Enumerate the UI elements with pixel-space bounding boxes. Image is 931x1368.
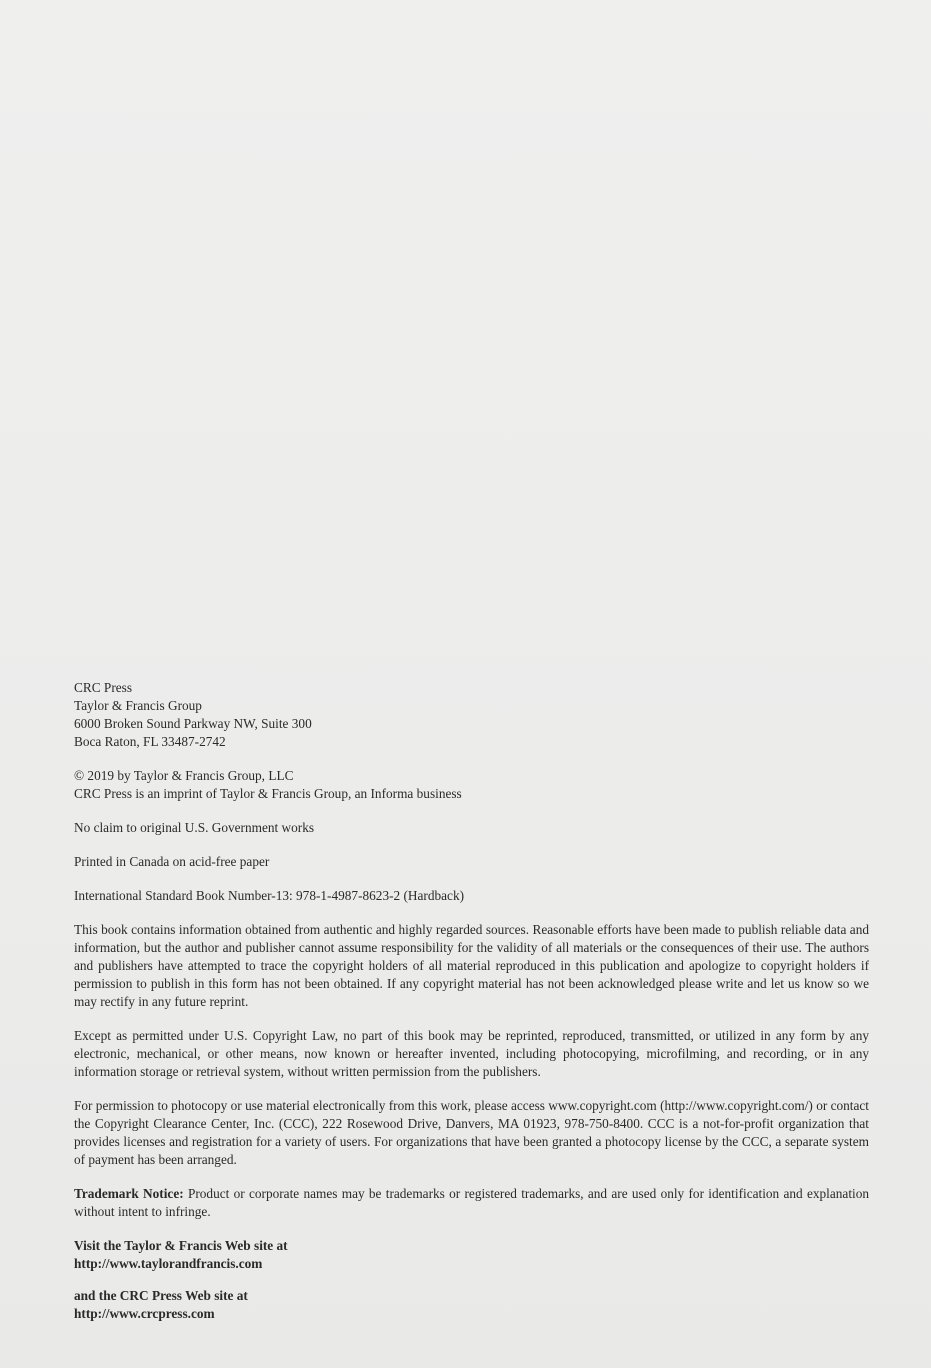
copyright-notice [74, 767, 869, 803]
trademark-text: Product or corporate names may be trademarks or registered trademarks, and are used only for identification and explanation without intent to infringe. [74, 1186, 870, 1219]
publisher-name: CRC Press [74, 680, 133, 695]
copyright-content [74, 679, 869, 1323]
printing-note: Printed in Canada on acid-free paper [74, 854, 270, 869]
sources-paragraph: This book contains information obtained from authentic and highly regarded sources. Reasonable efforts have been made to publish reliable data and information, but the author and publisher cannot assume responsibility for the validity of all materials or the consequences of their use. The authors and publishers have attempted to trace the copyright holders of all material reproduced in this publication and apologize to copyright holders if permission to publish in this form has not been obtained. If any copyright material has not been acknowledged please write and let us know so we may rectify in any future reprint. [74, 922, 869, 1009]
tf-website-heading: Visit the Taylor & Francis Web site at [74, 1238, 288, 1253]
trademark-label: Trademark Notice: [74, 1186, 184, 1201]
trademark-paragraph [74, 1185, 869, 1221]
imprint-line: CRC Press is an imprint of Taylor & Francis Group, an Informa business [74, 786, 462, 801]
crc-website-block [74, 1287, 869, 1323]
publisher-group: Taylor & Francis Group [74, 698, 202, 713]
copyright-line: © 2019 by Taylor & Francis Group, LLC [74, 768, 294, 783]
bleed-through-shadow [165, 175, 805, 271]
crc-website-heading: and the CRC Press Web site at [74, 1288, 248, 1303]
photocopy-paragraph: For permission to photocopy or use material electronically from this work, please access www.copyright.com (http://www.copyright.com/) or contact the Copyright Clearance Center, Inc. (CCC), 222 Rosewood Drive, Danvers, MA 01923, 978-750-8400. CCC is a not-for-profit organization that provides licenses and registration for a variety of users. For organizations that have been granted a photocopy license by the CCC, a separate system of payment has been arranged. [74, 1098, 869, 1167]
publisher-city: Boca Raton, FL 33487-2742 [74, 734, 226, 749]
isbn-line: International Standard Book Number-13: 978-1-4987-8623-2 (Hardback) [74, 888, 465, 903]
publisher-street: 6000 Broken Sound Parkway NW, Suite 300 [74, 716, 312, 731]
government-works-note: No claim to original U.S. Government works [74, 820, 315, 835]
tf-website-url[interactable]: http://www.taylorandfrancis.com [74, 1256, 263, 1271]
publisher-address [74, 679, 869, 751]
permissions-paragraph: Except as permitted under U.S. Copyright Law, no part of this book may be reprinted, reproduced, transmitted, or utilized in any form by any electronic, mechanical, or other means, now known or hereafter invented, including photocopying, microfilming, and recording, or in any information storage or retrieval system, without written permission from the publishers. [74, 1028, 869, 1079]
tf-website-block [74, 1237, 869, 1273]
crc-website-url[interactable]: http://www.crcpress.com [74, 1306, 215, 1321]
